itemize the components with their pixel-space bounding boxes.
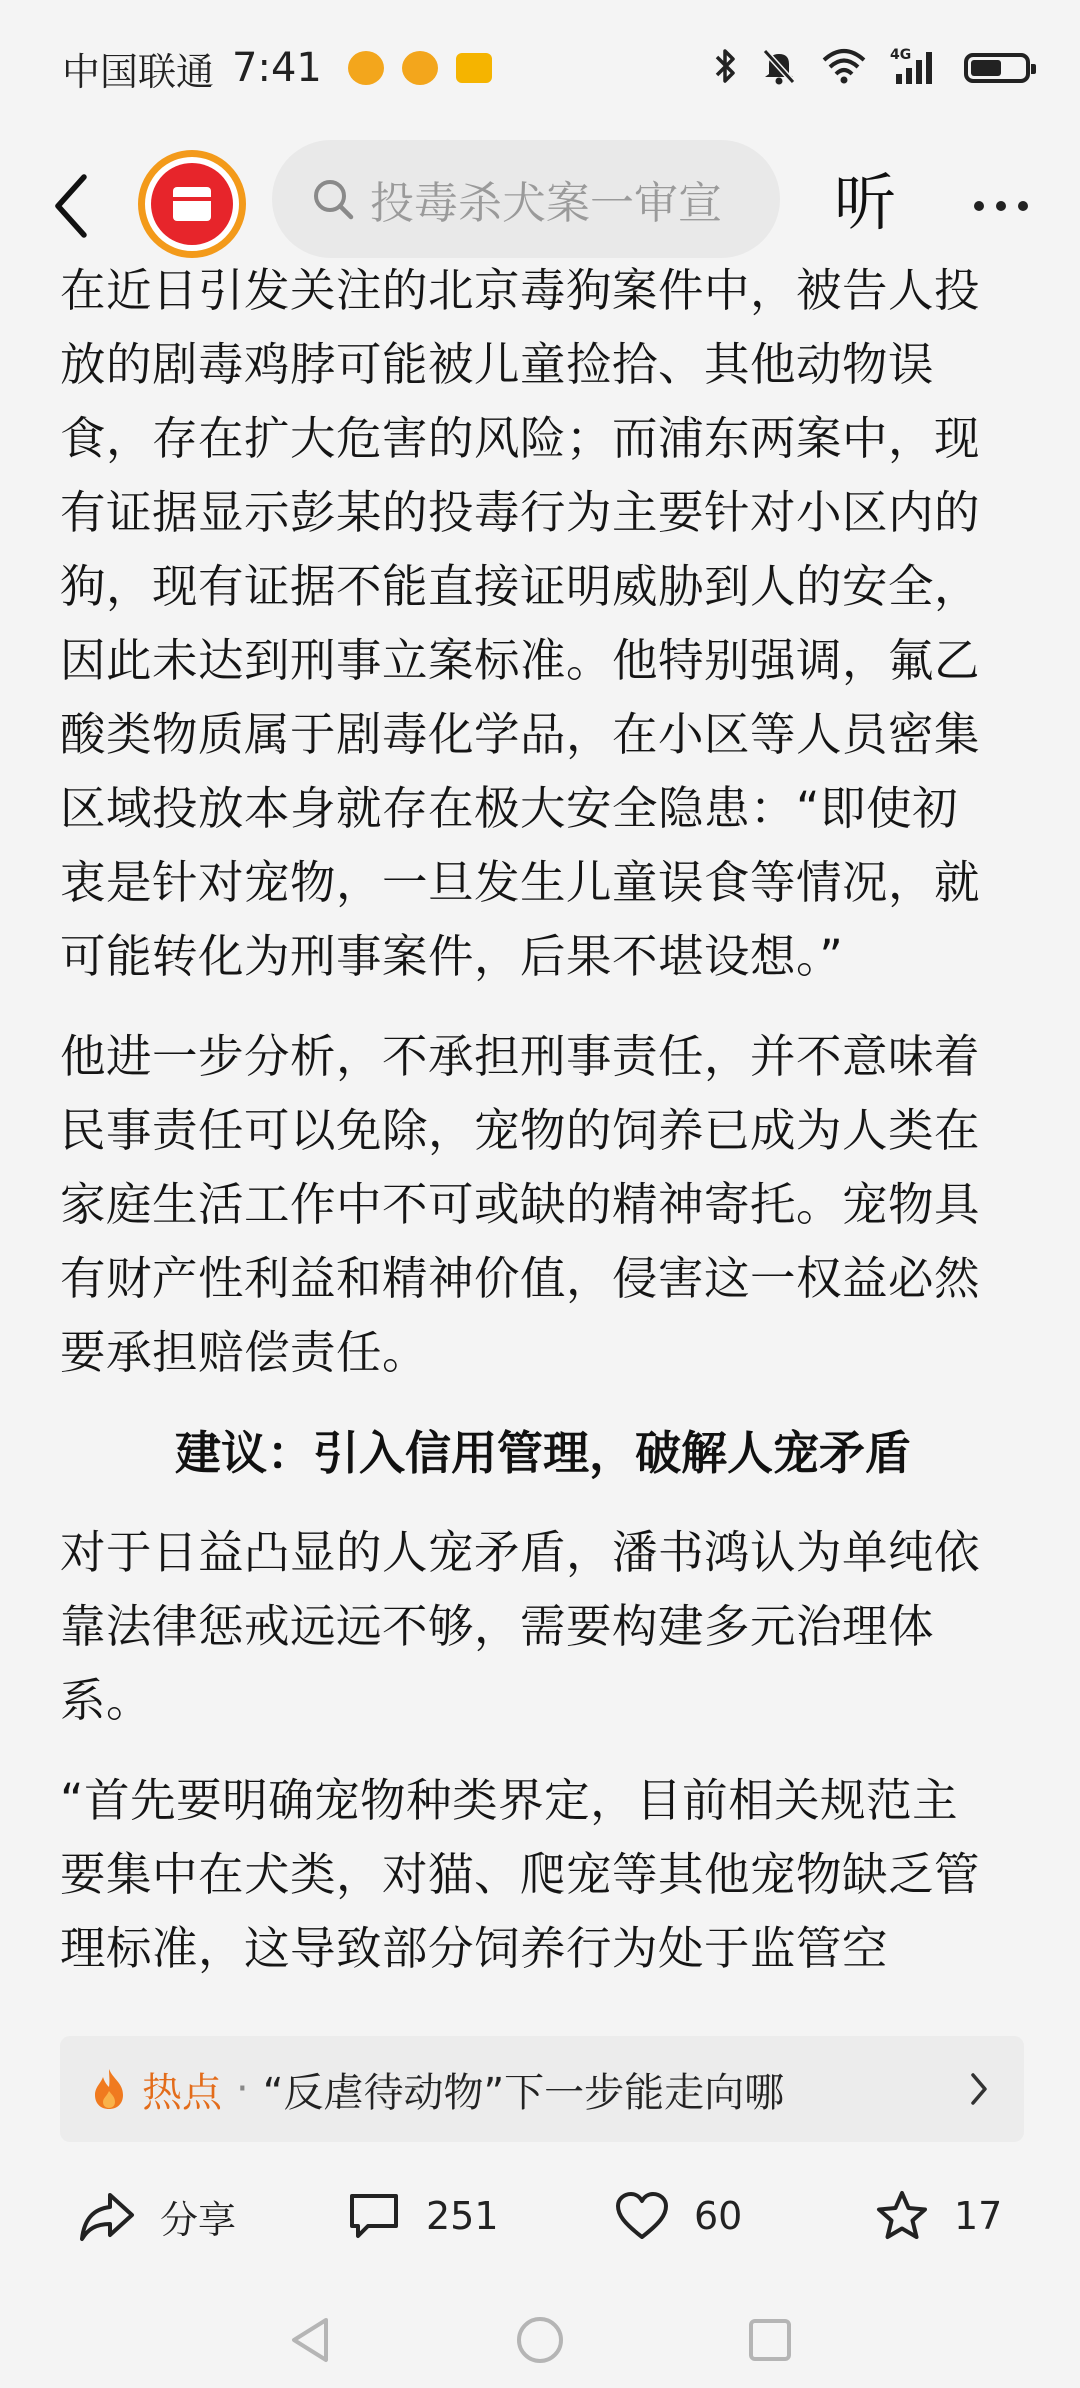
article-action-bar (0, 2160, 1080, 2270)
heart-icon (614, 2191, 670, 2241)
carrier-label: 中国联通 (62, 49, 215, 94)
like-button[interactable] (614, 2184, 742, 2248)
circle-home-icon (514, 2314, 566, 2366)
text-line: 要集中在犬类，对猫、爬宠等其他宠物缺乏管 (60, 1848, 981, 1901)
search-placeholder: 投毒杀犬案一审宣 (370, 178, 722, 229)
more-dot-icon (974, 201, 984, 211)
article-paragraph-3 (60, 1516, 1026, 1738)
nav-home-button[interactable] (510, 2310, 570, 2370)
status-bar-right (714, 40, 1030, 96)
article-paragraph-4 (60, 1764, 1026, 1986)
text-line: 食，存在扩大危害的风险；而浦东两案中，现 (60, 412, 981, 465)
comment-count: 251 (426, 2194, 499, 2238)
text-line: 家庭生活工作中不可或缺的精神寄托。宠物具 (60, 1178, 981, 1231)
more-dot-icon (996, 201, 1006, 211)
red-envelope-icon (151, 163, 233, 245)
search-icon (308, 174, 358, 224)
bluetooth-icon (714, 46, 736, 90)
text-line: 可能转化为刑事案件，后果不堪设想。” (60, 930, 844, 983)
status-bar-left (62, 38, 492, 98)
hot-topic-separator: · (236, 2066, 249, 2112)
top-app-bar (0, 140, 1080, 270)
text-line: 在近日引发关注的北京毒狗案件中，被告人投 (60, 264, 981, 317)
back-button[interactable] (42, 168, 102, 244)
network-type-label: 4G (890, 47, 912, 63)
more-options-button[interactable] (956, 176, 1046, 236)
favorite-button[interactable] (874, 2184, 1002, 2248)
wifi-icon (822, 48, 866, 88)
publisher-avatar[interactable] (138, 150, 246, 258)
mute-bell-icon (760, 46, 798, 90)
hot-topic-title: “反虐待动物”下一步能走向哪 (262, 2069, 785, 2116)
text-line: 因此未达到刑事立案标准。他特别强调，氟乙 (60, 634, 981, 687)
listen-button[interactable]: 听 (834, 166, 897, 239)
chevron-right-icon (964, 2066, 994, 2112)
text-line: 系。 (60, 1674, 153, 1727)
square-recents-icon (746, 2316, 794, 2364)
text-line: 要承担赔偿责任。 (60, 1326, 429, 1379)
star-icon (874, 2189, 930, 2243)
text-line: 对于日益凸显的人宠矛盾，潘书鸿认为单纯依 (60, 1526, 981, 1579)
text-line: 放的剧毒鸡脖可能被儿童捡拾、其他动物误 (60, 338, 935, 391)
text-line: 有证据显示彭某的投毒行为主要针对小区内的 (60, 486, 981, 539)
text-line: 理标准，这导致部分饲养行为处于监管空 (60, 1922, 889, 1975)
system-navigation-bar (0, 2290, 1080, 2388)
favorite-count: 17 (954, 2194, 1003, 2238)
text-line: “首先要明确宠物种类界定，目前相关规范主 (60, 1774, 959, 1827)
text-line: 有财产性利益和精神价值，侵害这一权益必然 (60, 1252, 981, 1305)
text-line: 他进一步分析，不承担刑事责任，并不意味着 (60, 1030, 981, 1083)
share-icon (78, 2189, 136, 2243)
article-subheading: 建议：引入信用管理，破解人宠矛盾 (175, 1426, 911, 1480)
flame-icon (90, 2066, 128, 2112)
nav-back-button[interactable] (280, 2310, 340, 2370)
triangle-back-icon (286, 2314, 334, 2366)
text-line: 狗，现有证据不能直接证明威胁到人的安全， (60, 560, 981, 613)
search-bar[interactable] (272, 140, 780, 258)
article-paragraph-2 (60, 1020, 1026, 1390)
weibo-notification-icon-2 (402, 51, 438, 85)
nav-recents-button[interactable] (740, 2310, 800, 2370)
more-dot-icon (1018, 201, 1028, 211)
like-count: 60 (694, 2194, 743, 2238)
comment-icon (346, 2190, 402, 2242)
hot-topic-banner[interactable] (60, 2036, 1024, 2142)
hot-topic-label: 热点 (142, 2069, 222, 2116)
text-line: 民事责任可以免除，宠物的饲养已成为人类在 (60, 1104, 981, 1157)
mail-notification-icon (456, 53, 492, 83)
cellular-signal-icon (890, 46, 940, 90)
clock: 7:41 (232, 45, 322, 91)
share-button[interactable] (78, 2184, 236, 2248)
back-arrow-icon (52, 171, 92, 241)
status-bar (0, 0, 1080, 140)
share-label: 分享 (160, 2197, 237, 2242)
article-paragraph-1 (60, 254, 1026, 994)
comment-button[interactable] (346, 2184, 499, 2248)
weibo-notification-icon (348, 51, 384, 85)
battery-icon (964, 53, 1030, 83)
article-body (60, 254, 1026, 2012)
text-line: 区域投放本身就存在极大安全隐患：“即使初 (60, 782, 959, 835)
text-line: 酸类物质属于剧毒化学品，在小区等人员密集 (60, 708, 981, 761)
text-line: 衷是针对宠物，一旦发生儿童误食等情况，就 (60, 856, 981, 909)
text-line: 靠法律惩戒远远不够，需要构建多元治理体 (60, 1600, 935, 1653)
